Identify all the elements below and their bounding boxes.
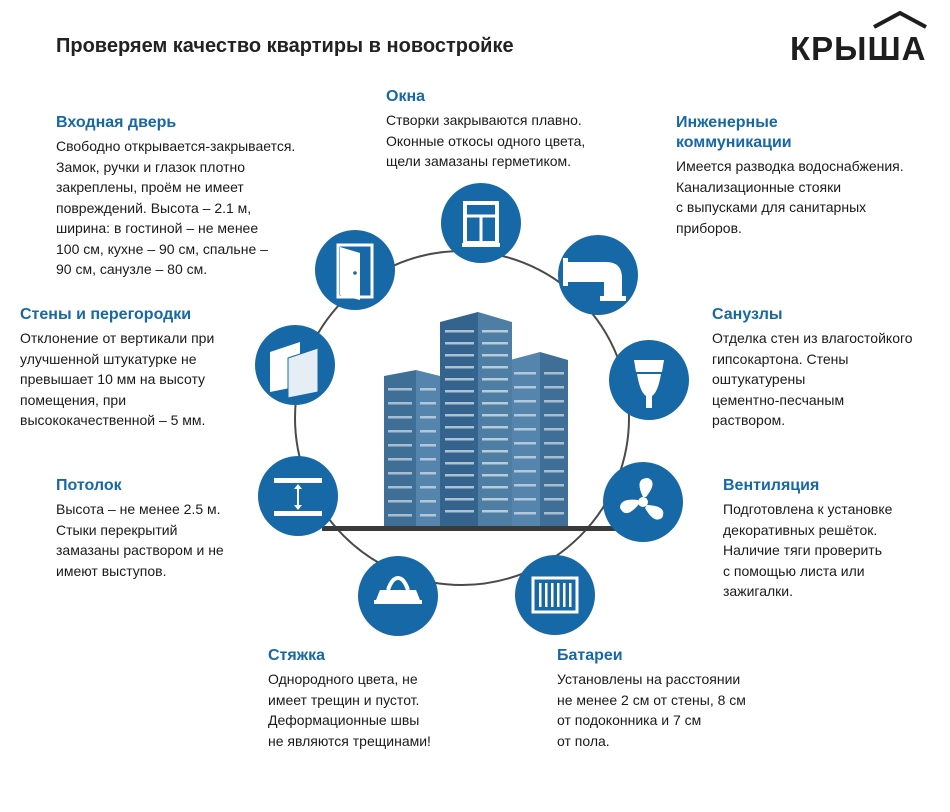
brand-logo-text: КРЫША bbox=[790, 30, 927, 67]
building-window-stripe bbox=[514, 442, 536, 445]
building-window-stripe bbox=[514, 428, 536, 431]
building-window-stripe bbox=[420, 444, 436, 447]
building-window-stripe bbox=[514, 414, 536, 417]
building-window-stripe bbox=[482, 330, 508, 333]
building-window-stripe bbox=[445, 354, 474, 357]
ceiling-height-icon bbox=[258, 456, 338, 536]
item-walls bbox=[20, 305, 260, 431]
item-radiators bbox=[557, 646, 777, 751]
building-window-stripe bbox=[388, 486, 412, 489]
building-window-stripe bbox=[445, 366, 474, 369]
building-window-stripe bbox=[420, 486, 436, 489]
item-title: Стяжка bbox=[268, 647, 325, 664]
window-icon bbox=[441, 183, 521, 263]
building-window-stripe bbox=[420, 472, 436, 475]
building-window-stripe bbox=[388, 458, 412, 461]
item-door bbox=[56, 113, 331, 280]
building-window-stripe bbox=[514, 456, 536, 459]
building-window-stripe bbox=[482, 414, 508, 417]
building-window-stripe bbox=[445, 378, 474, 381]
building-window-stripe bbox=[445, 390, 474, 393]
page-title: Проверяем качество квартиры в новостройке bbox=[56, 35, 514, 57]
item-title: Входная дверь bbox=[56, 114, 177, 131]
building-window-stripe bbox=[482, 498, 508, 501]
item-title: Окна bbox=[386, 88, 426, 105]
building-window-stripe bbox=[482, 450, 508, 453]
ground-line bbox=[322, 526, 616, 531]
building-window-stripe bbox=[544, 442, 564, 445]
item-windows bbox=[386, 87, 626, 172]
building-window-stripe bbox=[420, 458, 436, 461]
building-window-stripe bbox=[514, 512, 536, 515]
item-title: Батареи bbox=[557, 647, 623, 664]
brand-logo bbox=[790, 10, 940, 67]
building-window-stripe bbox=[544, 372, 564, 375]
item-title: Стены и перегородки bbox=[20, 306, 192, 323]
building-window-stripe bbox=[514, 470, 536, 473]
building-window-stripe bbox=[514, 372, 536, 375]
building-window-stripe bbox=[482, 354, 508, 357]
building-window-stripe bbox=[482, 462, 508, 465]
building-window-stripe bbox=[445, 426, 474, 429]
item-text: Отделка стен из влагостойкого гипсокартона. Стены оштукатурены цементно-песчаным раствором. bbox=[712, 330, 913, 428]
building-window-stripe bbox=[514, 498, 536, 501]
radiator-icon bbox=[515, 555, 595, 635]
item-text: Створки закрываются плавно. Оконные откосы одного цвета, щели замазаны герметиком. bbox=[386, 112, 586, 169]
building-window-stripe bbox=[420, 430, 436, 433]
building-window-stripe bbox=[420, 500, 436, 503]
building-window-stripe bbox=[482, 402, 508, 405]
building-window-stripe bbox=[482, 378, 508, 381]
item-text: Свободно открывается-закрывается. Замок, ручки и глазок плотно закреплены, проём не имеет повреждений. Высота – 2.1 м, ширина: в гостиной – не менее 100 см, кухне – 90 см, спальне – 90 см, санузле – 80 см. bbox=[56, 138, 296, 277]
building-window-stripe bbox=[482, 366, 508, 369]
building-window-stripe bbox=[420, 416, 436, 419]
building-window-stripe bbox=[388, 514, 412, 517]
building-window-stripe bbox=[388, 430, 412, 433]
trowel-icon bbox=[358, 556, 438, 636]
toilet-icon bbox=[609, 340, 689, 420]
wall-panels-icon bbox=[255, 325, 335, 405]
building-window-stripe bbox=[482, 390, 508, 393]
building-window-stripe bbox=[482, 426, 508, 429]
item-text: Высота – не менее 2.5 м. Стыки перекрытий замазаны раствором и не имеют выступов. bbox=[56, 501, 224, 579]
item-text: Однородного цвета, не имеет трещин и пустот. Деформационные швы не являются трещинами! bbox=[268, 671, 431, 749]
building-cluster bbox=[384, 312, 568, 526]
building-window-stripe bbox=[445, 498, 474, 501]
building-window-stripe bbox=[544, 470, 564, 473]
building-window-stripe bbox=[514, 386, 536, 389]
item-title: Потолок bbox=[56, 477, 122, 494]
item-title: Инженерные коммуникации bbox=[676, 114, 792, 151]
pipe-icon bbox=[558, 235, 638, 315]
building-window-stripe bbox=[445, 438, 474, 441]
building-window-stripe bbox=[445, 474, 474, 477]
building-window-stripe bbox=[482, 510, 508, 513]
item-text: Подготовлена к установке декоративных решёток. Наличие тяги проверить с помощью листа или зажигалки. bbox=[723, 501, 893, 599]
building-window-stripe bbox=[482, 438, 508, 441]
building-window-stripe bbox=[445, 510, 474, 513]
building-window-stripe bbox=[445, 462, 474, 465]
building-window-stripe bbox=[445, 486, 474, 489]
building-window-stripe bbox=[514, 400, 536, 403]
building-window-stripe bbox=[445, 414, 474, 417]
building-window-stripe bbox=[544, 498, 564, 501]
building-window-stripe bbox=[544, 512, 564, 515]
building-window-stripe bbox=[482, 474, 508, 477]
building-window-stripe bbox=[445, 330, 474, 333]
building-window-stripe bbox=[420, 514, 436, 517]
building-window-stripe bbox=[482, 342, 508, 345]
building-window-stripe bbox=[544, 400, 564, 403]
building-window-stripe bbox=[544, 484, 564, 487]
item-ceiling bbox=[56, 476, 266, 581]
item-bathroom bbox=[712, 305, 942, 431]
building-window-stripe bbox=[388, 444, 412, 447]
building-window-stripe bbox=[544, 456, 564, 459]
building-window-stripe bbox=[420, 388, 436, 391]
building-window-stripe bbox=[420, 402, 436, 405]
item-utilities bbox=[676, 113, 936, 238]
item-title: Вентиляция bbox=[723, 477, 820, 494]
item-text: Отклонение от вертикали при улучшенной штукатурке не превышает 10 мм на высоту помещения, при высококачественной – 5 мм. bbox=[20, 330, 215, 428]
item-text: Установлены на расстоянии не менее 2 см от стены, 8 см от подоконника и 7 см от пола. bbox=[557, 671, 746, 749]
item-title: Санузлы bbox=[712, 306, 783, 323]
building-window-stripe bbox=[445, 402, 474, 405]
fan-icon bbox=[603, 462, 683, 542]
building-window-stripe bbox=[388, 416, 412, 419]
item-screed bbox=[268, 646, 468, 751]
item-ventilation bbox=[723, 476, 943, 602]
building-window-stripe bbox=[514, 484, 536, 487]
roof-icon bbox=[870, 10, 930, 30]
building-window-stripe bbox=[388, 472, 412, 475]
building-window-stripe bbox=[388, 388, 412, 391]
building-window-stripe bbox=[445, 342, 474, 345]
building-window-stripe bbox=[544, 428, 564, 431]
item-text: Имеется разводка водоснабжения. Канализационные стояки с выпусками для санитарных приборов. bbox=[676, 158, 904, 236]
building-window-stripe bbox=[544, 386, 564, 389]
building-window-stripe bbox=[388, 402, 412, 405]
building-window-stripe bbox=[544, 414, 564, 417]
building-window-stripe bbox=[445, 450, 474, 453]
building-window-stripe bbox=[388, 500, 412, 503]
building-window-stripe bbox=[482, 486, 508, 489]
